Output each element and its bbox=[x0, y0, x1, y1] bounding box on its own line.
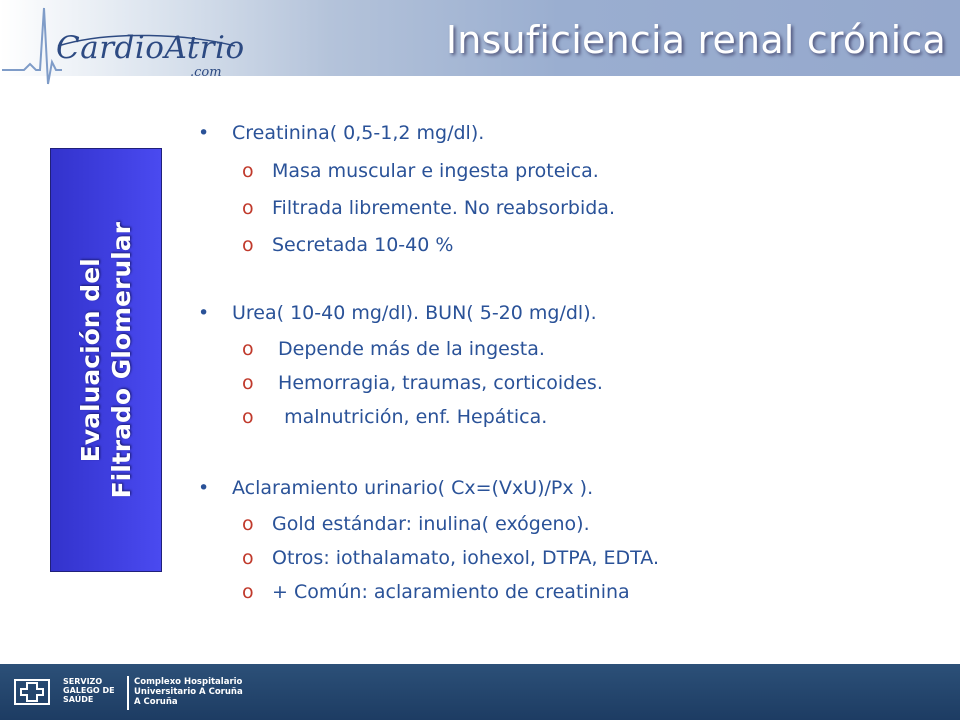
page-title: Insuficiencia renal crónica bbox=[445, 18, 946, 62]
sub-item bbox=[242, 547, 659, 569]
sub-item bbox=[242, 372, 603, 394]
sub-text: Secretada 10-40 % bbox=[272, 234, 454, 256]
bullet-text: Aclaramiento urinario( Cx=(VxU)/Px ). bbox=[232, 477, 594, 499]
sub-marker: o bbox=[242, 513, 254, 535]
sub-marker: o bbox=[242, 406, 254, 428]
sub-marker: o bbox=[242, 372, 254, 394]
sub-marker: o bbox=[242, 338, 254, 360]
section-label-line-1: Evaluación del bbox=[75, 258, 105, 462]
sub-text: Hemorragia, traumas, corticoides. bbox=[272, 372, 603, 394]
footer-org-right-2: Universitario A Coruña bbox=[134, 687, 243, 697]
sub-item bbox=[242, 513, 590, 535]
sub-marker: o bbox=[242, 234, 254, 256]
sergas-cross-icon bbox=[14, 674, 58, 710]
section-label-line-2: Filtrado Glomerular bbox=[107, 221, 136, 499]
sub-marker: o bbox=[242, 160, 254, 182]
footer-org-right bbox=[134, 677, 274, 707]
sub-item bbox=[242, 581, 630, 603]
logo-text: CardioAtrio bbox=[56, 30, 245, 66]
section-label bbox=[50, 148, 162, 572]
sub-item bbox=[242, 197, 615, 219]
sub-marker: o bbox=[242, 581, 254, 603]
bullet-marker: • bbox=[198, 477, 210, 499]
footer-org-left: SERVIZO GALEGO DE SAÚDE bbox=[63, 677, 115, 704]
sub-item bbox=[242, 406, 547, 428]
sub-text: Otros: iothalamato, iohexol, DTPA, EDTA. bbox=[272, 547, 659, 569]
footer-org-right-3: A Coruña bbox=[134, 697, 178, 707]
bullet-marker: • bbox=[198, 122, 210, 144]
sub-text: + Común: aclaramiento de creatinina bbox=[272, 581, 630, 603]
bullet-marker: • bbox=[198, 302, 210, 324]
logo-subtext: .com bbox=[190, 65, 222, 80]
sub-marker: o bbox=[242, 197, 254, 219]
bullet-item bbox=[198, 477, 593, 499]
bullet-item bbox=[198, 122, 484, 144]
sub-item bbox=[242, 234, 453, 256]
footer-divider bbox=[127, 676, 129, 710]
footer-org-right-1: Complexo Hospitalario bbox=[134, 677, 243, 687]
bullet-item bbox=[198, 302, 597, 324]
sub-text: Depende más de la ingesta. bbox=[272, 338, 545, 360]
bullet-text: Urea( 10-40 mg/dl). BUN( 5-20 mg/dl). bbox=[232, 302, 597, 324]
sub-text: malnutrición, enf. Hepática. bbox=[272, 406, 548, 428]
bullet-text: Creatinina( 0,5-1,2 mg/dl). bbox=[232, 122, 485, 144]
sub-text: Masa muscular e ingesta proteica. bbox=[272, 160, 599, 182]
sub-item bbox=[242, 338, 545, 360]
sub-text: Filtrada libremente. No reabsorbida. bbox=[272, 197, 615, 219]
sub-item bbox=[242, 160, 599, 182]
sub-marker: o bbox=[242, 547, 254, 569]
sub-text: Gold estándar: inulina( exógeno). bbox=[272, 513, 590, 535]
